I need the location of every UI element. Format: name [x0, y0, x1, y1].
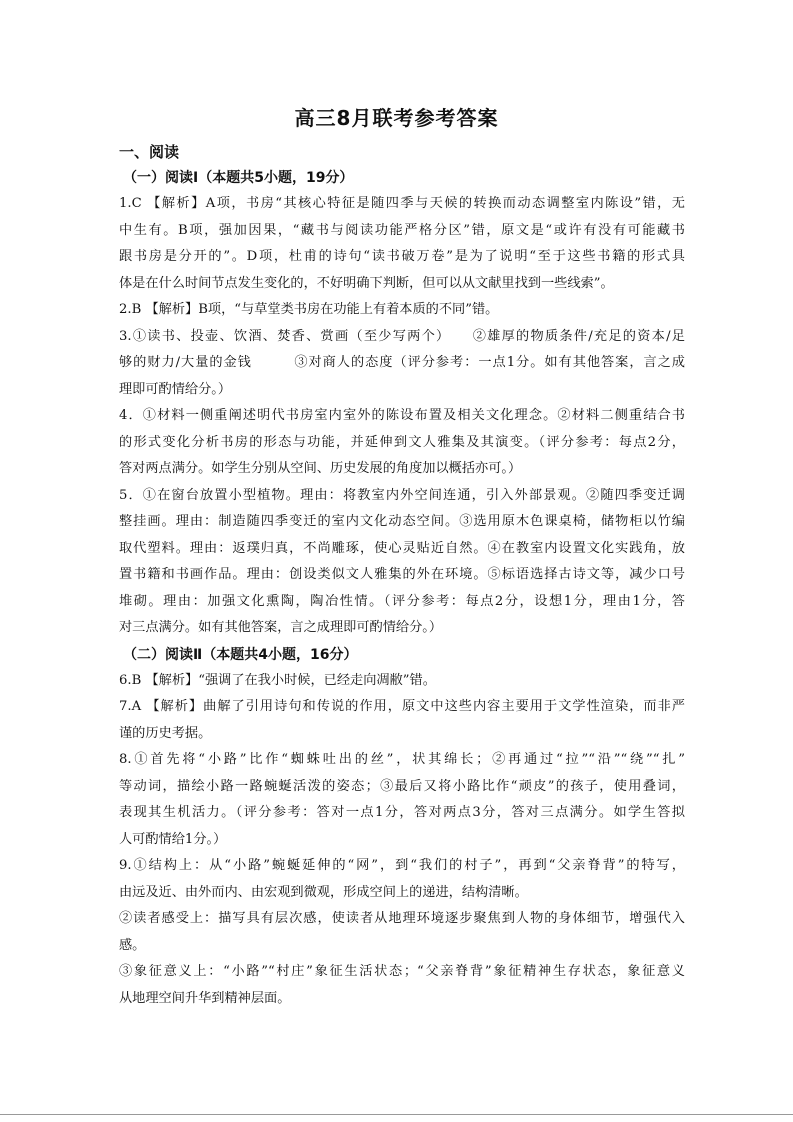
- text-line: 堆砌。理由：加强文化熏陶，陶冶性情。（评分参考：每点2分，设想1分，理由1分，答: [119, 593, 685, 609]
- text-line: ③象征意义上：“小路”“村庄”象征生活状态；“父亲脊背”象征精神生存状态，象征意义: [119, 964, 685, 979]
- page-bottom-rule: [0, 1114, 793, 1115]
- subsection-heading-2: （二）阅读Ⅱ（本题共4小题，16分）: [123, 646, 358, 663]
- text-line: 3.①读书、投壶、饮酒、焚香、赏画（至少写两个） ②雄厚的物质条件/充足的资本/足: [119, 328, 685, 344]
- text-line: 1.C 【解析】A项，书房“其核心特征是随四季与天候的转换而动态调整室内陈设”错，无: [119, 196, 685, 211]
- text-line: 感。: [119, 937, 146, 953]
- text-line: 9.①结构上：从“小路”蜿蜒延伸的“网”，到“我们的村子”，再到“父亲脊背”的特写，: [119, 858, 685, 873]
- page-title: 高三8月联考参考答案: [294, 106, 499, 130]
- subsection-1-body: [119, 191, 685, 642]
- text-line: 置书籍和书画作品。理由：创设类似文人雅集的外在环境。⑤标语选择古诗文等，减少口号: [119, 567, 685, 582]
- text-line: 理即可酌情给分。）: [119, 381, 232, 397]
- text-line: ②读者感受上：描写具有层次感，使读者从地理环境逐步聚焦到人物的身体细节，增强代入: [119, 911, 685, 926]
- text-line: 人可酌情给1分。）: [119, 831, 227, 847]
- text-line: 8.①首先将“小路”比作“蜘蛛吐出的丝”，状其绵长；②再通过“拉”“沿”“绕”“扎”: [119, 752, 685, 767]
- text-line: 跟书房是分开的”。D项，杜甫的诗句“读书破万卷”是为了说明“至于这些书籍的形式具: [119, 249, 685, 264]
- text-line: 由远及近、由外而内、由宏观到微观，形成空间上的递进，结构清晰。: [119, 884, 528, 900]
- text-line: 2.B 【解析】B项，“与草堂类书房在功能上有着本质的不同”错。: [119, 302, 499, 317]
- subsection-2-body: [119, 668, 685, 1013]
- text-line: 5．①在窗台放置小型植物。理由：将教室内外空间连通，引入外部景观。②随四季变迁调: [119, 487, 685, 503]
- text-line: 对三点满分。如有其他答案，言之成理即可酌情给分。）: [119, 620, 443, 635]
- section-heading: 一、阅读: [119, 143, 180, 161]
- text-line: 6.B 【解析】“强调了在我小时候，已经走向凋敝”错。: [119, 672, 436, 688]
- text-line: 7.A 【解析】曲解了引用诗句和传说的作用，原文中这些内容主要用于文学性渲染，而非严: [119, 699, 685, 714]
- text-line: 体是在什么时间节点发生变化的，不好明确下判断，但可以从文献里找到一些线索”。: [119, 275, 614, 291]
- text-line: 等动词，描绘小路一路蜿蜒活泼的姿态；③最后又将小路比作“顽皮”的孩子，使用叠词，: [119, 778, 685, 794]
- subsection-heading-1: （一）阅读Ⅰ（本题共5小题，19分）: [123, 170, 354, 186]
- text-line: 整挂画。理由：制造随四季变迁的室内文化动态空间。③选用原木色课桌椅，储物柜以竹编: [119, 514, 685, 529]
- text-line: 中生有。B项，强加因果，“藏书与阅读功能严格分区”错，原文是“或许有没有可能藏书: [119, 222, 685, 238]
- text-line: 的形式变化分析书房的形态与功能，并延伸到文人雅集及其演变。（评分参考：每点2分，: [119, 434, 685, 450]
- answer-content: [119, 139, 685, 1012]
- text-line: 答对两点满分。如学生分别从空间、历史发展的角度加以概括亦可。）: [119, 461, 522, 476]
- text-line: 取代塑料。理由：返璞归真，不尚雕琢，使心灵贴近自然。④在教室内设置文化实践角，放: [119, 540, 685, 556]
- text-line: 从地理空间升华到精神层面。: [119, 990, 291, 1006]
- text-line: 表现其生机活力。（评分参考：答对一点1分，答对两点3分，答对三点满分。如学生答拟: [119, 805, 685, 820]
- text-line: 够的财力/大量的金钱 ③对商人的态度（评分参考：一点1分。如有其他答案，言之成: [119, 355, 685, 370]
- text-line: 4．①材料一侧重阐述明代书房室内室外的陈设布置及相关文化理念。②材料二侧重结合书: [119, 408, 685, 423]
- text-line: 谨的历史考据。: [119, 725, 212, 741]
